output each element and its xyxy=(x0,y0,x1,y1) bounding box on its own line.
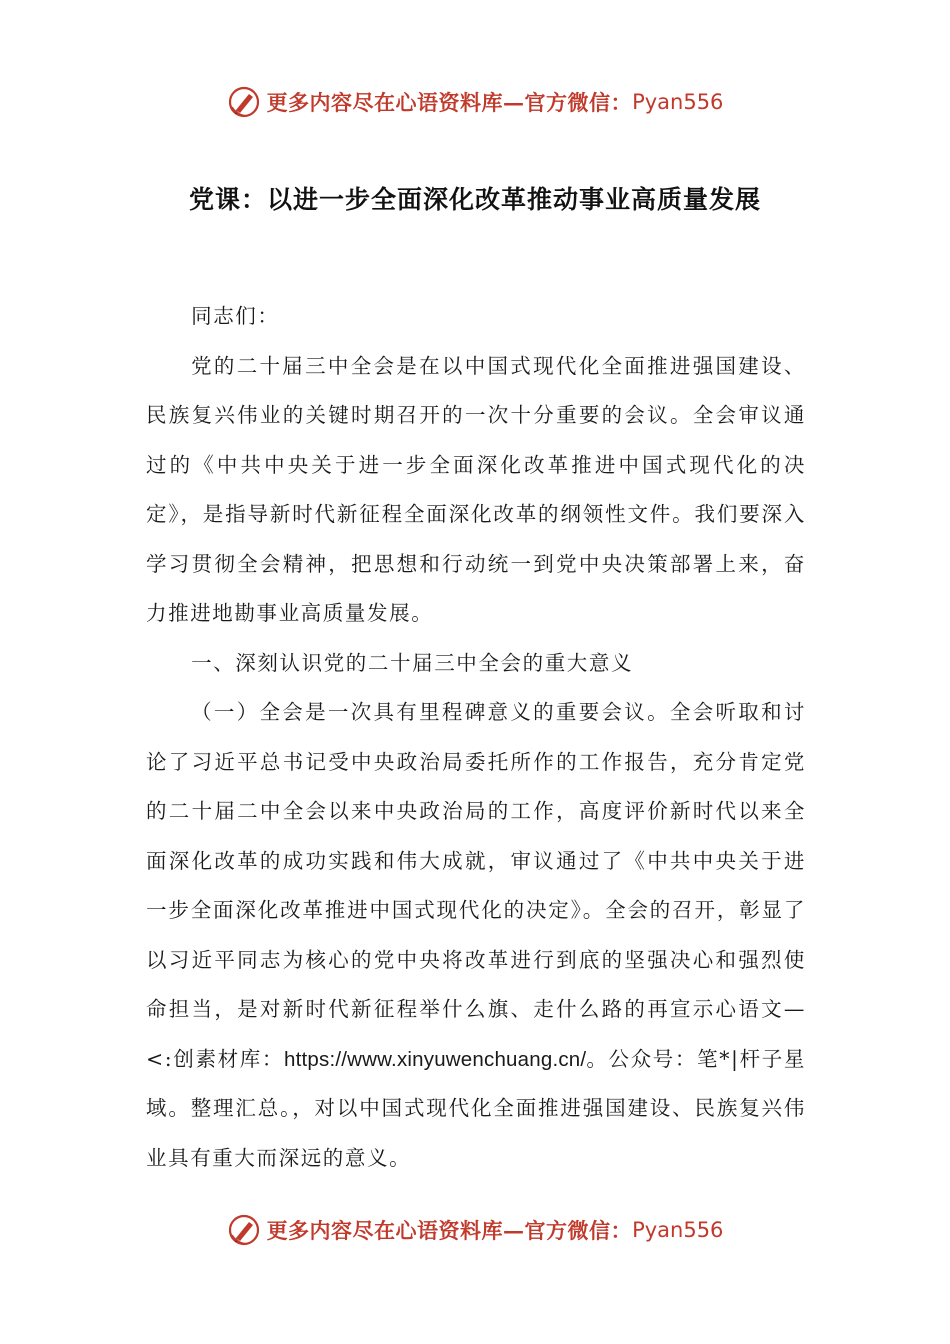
document-body xyxy=(146,292,806,1183)
paragraph-significance-part-a: （一）全会是一次具有里程碑意义的重要会议。全会听取和讨论了习近平总书记受中央政治局委托所作的工作报告，充分肯定党的二十届二中全会以来中央政治局的工作，高度评价新时代以来全面深化改革的成功实践和伟大成就，审议通过了《中共中央关于进一步全面深化改革推进中国式现代化的决定》。全会的召开，彰显了以习近平同志为核心的党中央将改革进行到底的坚强决心和强烈使命担当，是对新时代新征程举什么旗、走什么路的再宣示心语文—<:创素材库： xyxy=(146,700,806,1071)
pen-logo-icon xyxy=(227,85,261,119)
banner-wechat-id: Pyan556 xyxy=(632,90,724,114)
paragraph-significance xyxy=(146,688,806,1183)
banner-text: 更多内容尽在心语资料库—官方微信： xyxy=(266,90,633,115)
top-banner xyxy=(0,82,950,122)
salutation: 同志们： xyxy=(191,304,280,328)
banner-wechat-id: Pyan556 xyxy=(632,1218,724,1242)
section-heading-1: 一、深刻认识党的二十届三中全会的重大意义 xyxy=(191,650,634,675)
document-title: 党课：以进一步全面深化改革推动事业高质量发展 xyxy=(188,185,761,214)
paragraph-intro: 党的二十届三中全会是在以中国式现代化全面推进强国建设、民族复兴伟业的关键时期召开的一次十分重要的会议。全会审议通过的《中共中央关于进一步全面深化改革推进中国式现代化的决定》，是指导新时代新征程全面深化改革的纲领性文件。我们要深入学习贯彻全会精神，把思想和行动统一到党中央决策部署上来，奋力推进地勘事业高质量发展。 xyxy=(146,353,806,625)
bottom-banner xyxy=(0,1210,950,1250)
pen-logo-icon xyxy=(227,1213,261,1247)
banner-text: 更多内容尽在心语资料库—官方微信： xyxy=(266,1218,633,1243)
source-url: https://www.xinyuwenchuang.cn/ xyxy=(284,1047,587,1071)
paragraph-significance-part-b: 。公众号：笔*|杆子星域。整理汇总。，对以中国式现代化全面推进强国建设、民族复兴伟业具有重大而深远的意义。 xyxy=(146,1046,806,1170)
